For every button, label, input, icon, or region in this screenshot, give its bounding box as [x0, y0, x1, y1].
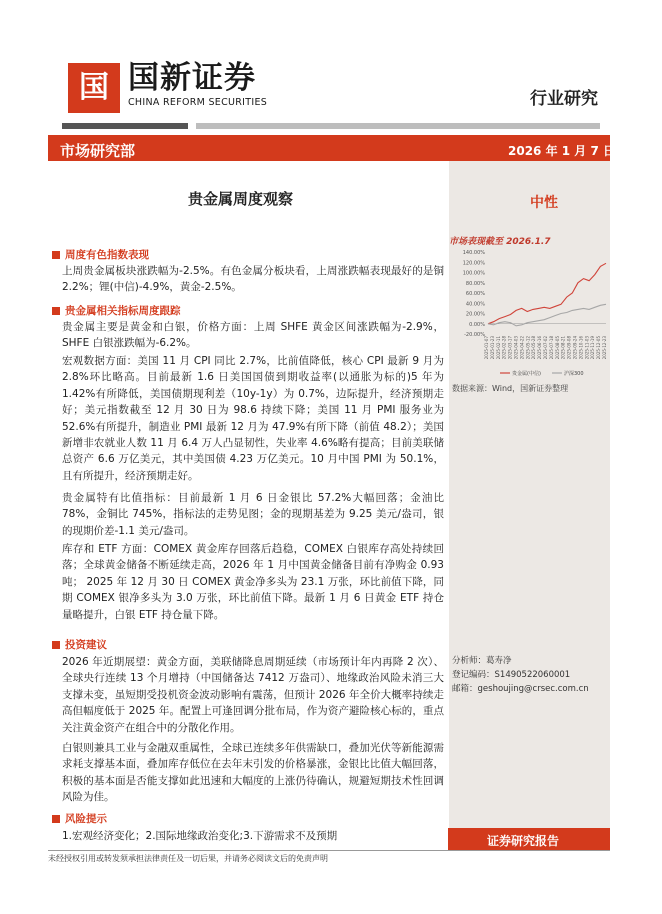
section-heading: 投资建议 — [65, 639, 107, 651]
y-tick-label: 60.00% — [465, 291, 485, 297]
x-tick-label: 2025-04-22 — [519, 336, 525, 360]
x-tick-label: 2025-12-05 — [596, 336, 602, 360]
section-marker-icon — [52, 251, 60, 259]
report-label: 证券研究报告 — [487, 834, 560, 848]
y-tick-label: -20.00% — [464, 332, 485, 338]
x-tick-label: 2025-07-02 — [543, 336, 548, 360]
report-date: 2026 年 1 月 7 日 — [508, 144, 615, 158]
section-paragraph: 1.宏观经济变化；2.国际地缘政治变化;3.下游需求不及预期 — [62, 830, 338, 842]
legend-label: 贵金属(中信) — [512, 371, 541, 377]
section-marker-icon — [52, 307, 60, 315]
x-tick-label: 2025-08-21 — [560, 336, 566, 360]
section-paragraph: 宏观数据方面：美国 11 月 CPI 同比 2.7%，比前值降低，核心 CPI 最新 9 月为 2.8%环比略高。目前最新 1.6 日美国国债到期收益率(以通胀为标的)5 年为 1.42%有所降低，美国债期现利差（10y-1y）为 0.7%，边际提升，经济预期走好；美元指数截至 12 月 30 日为 98.6 持续下降；美国 11 月 PMI 服务业为 52.6%有所提升，制造业 PMI 最新 12 月为 47.9%有所下降（前值 48.2）；美国新增非农就业人数 11 月 6.4 万人凸显韧性，失业率 4.6%略有提高；目前美联储总资产 6.6 万亿美元，其中美国债 4.23 万亿美元。10 月中国 PMI 为 50.1%，且有所提升，经济预期走好。 — [62, 355, 444, 482]
analyst-line — [452, 654, 512, 666]
section-heading: 周度有色指数表现 — [65, 249, 149, 261]
brand-logo-glyph: 国 — [79, 70, 109, 105]
x-tick-label: 2025-11-03 — [584, 336, 590, 360]
x-tick-label: 2025-05-12 — [525, 336, 531, 360]
section-marker-icon — [52, 641, 60, 649]
section-paragraph: 2026 年近期展望：黄金方面，美联储降息周期延续（市场预计年内再降 2 次）、全球央行连续 13 个月增持（中国储备达 7412 万盎司）、地缘政治风险未消三大支撑未变，虽短期受投机资金波动影响有震荡，但预计 2026 年全价大概率持续走高但幅度低于 2025 年。配置上可逢回调分批布局，作为资产避险核心标的，重点关注黄金资产在组合中的分散化作用。 — [62, 656, 444, 734]
y-tick-label: 80.00% — [465, 280, 485, 287]
chart-source: 数据来源：Wind，国新证券整理 — [452, 384, 569, 393]
header-divider-light — [196, 123, 600, 129]
chart-caption: 市场表现截至 2026.1.7 — [449, 237, 551, 247]
email-line — [452, 682, 589, 694]
x-tick-label: 2025-02-28 — [501, 336, 507, 360]
x-tick-label: 2025-04-03 — [513, 336, 519, 360]
series-line — [488, 263, 606, 324]
registration-code: S1490522060001 — [494, 670, 571, 680]
document-type: 行业研究 — [530, 89, 598, 109]
brand-name-cn: 国新证券 — [128, 60, 256, 96]
y-tick-label: 0.00% — [469, 321, 485, 328]
section-paragraph: 贵金属特有比值指标：目前最新 1 月 6 日金银比 57.2%大幅回落；金油比 78%，金铜比 745%，指标法的走势见图；金的现期基差为 9.25 美元/盎司，银的现期价差-1.1 美元/盎司。 — [62, 492, 444, 537]
section-marker-icon — [52, 815, 60, 823]
x-tick-label: 2025-11-19 — [590, 336, 596, 360]
brand-name-en: CHINA REFORM SECURITIES — [128, 97, 268, 108]
x-tick-label: 2025-02-11 — [495, 336, 501, 360]
registration-label: 登记编码： — [452, 670, 495, 680]
section-heading: 贵金属相关指标周度跟踪 — [65, 305, 181, 317]
section-paragraph: 库存和 ETF 方面：COMEX 黄金库存回落后趋稳，COMEX 白银库存高处持续回落；全球黄金储备不断延续走高，2026 年 1 月中国黄金储备目前有净购金 0.93 吨； 2025 年 12 月 30 日 COMEX 黄金净多头为 23.1 万张，环比前值下降，同期 COMEX 银净多头为 3.0 万张，环比前值下降。最新 1 月 6 日黄金 ETF 持仓量略提升，白银 ETF 持仓量下降。 — [62, 543, 444, 621]
x-tick-label: 2025-09-24 — [572, 336, 578, 360]
page-title: 贵金属周度观察 — [188, 190, 294, 208]
x-tick-label: 2025-01-23 — [489, 336, 495, 360]
x-tick-label: 2025-03-17 — [507, 336, 513, 360]
footer-divider — [48, 850, 610, 851]
market-performance-chart — [450, 246, 610, 380]
department-label: 市场研究部 — [60, 142, 136, 160]
analyst-label: 分析师： — [452, 656, 487, 666]
industry-rating: 中性 — [530, 195, 558, 211]
section-paragraph: 白银则兼具工业与金融双重属性，全球已连续多年供需缺口，叠加光伏等新能源需求耗支撑基本面，叠加库存低位在去年末引发的价格暴涨，金银比比值大幅回落，积极的基本面是否能支撑如此迅速和大幅度的上涨仍待确认，规避短期技术性回调风险为佳。 — [62, 742, 444, 804]
x-tick-label: 2025-08-05 — [554, 336, 560, 360]
y-tick-label: 20.00% — [465, 311, 485, 318]
legend-label: 沪深300 — [564, 371, 584, 377]
y-tick-label: 100.00% — [462, 270, 485, 277]
registration-line — [452, 668, 570, 680]
y-tick-label: 140.00% — [462, 250, 485, 256]
x-tick-label: 2025-09-08 — [566, 336, 572, 360]
y-tick-label: 120.00% — [462, 260, 485, 267]
x-tick-label: 2025-05-28 — [531, 336, 537, 360]
x-tick-label: 2025-12-23 — [602, 336, 607, 360]
footer-disclaimer: 未经授权引用或转发须承担法律责任及一切后果，并请务必阅读文后的免责声明 — [48, 854, 328, 863]
section-heading: 风险提示 — [65, 813, 107, 825]
section-paragraph: 上周贵金属板块涨跌幅为-2.5%。有色金属分板块看，上周涨跌幅表现最好的是铜 2.2%；锂(中信)-4.9%，黄金-2.5%。 — [62, 265, 444, 294]
header-divider-dark — [62, 123, 188, 129]
x-tick-label: 2025-10-16 — [578, 336, 584, 360]
y-tick-label: 40.00% — [465, 301, 485, 308]
email-label: 邮箱： — [452, 684, 478, 694]
analyst-name: 葛寿净 — [486, 656, 512, 666]
x-tick-label: 2025-01-07 — [484, 336, 489, 360]
x-tick-label: 2025-06-16 — [537, 336, 543, 360]
x-tick-label: 2025-07-18 — [548, 336, 554, 360]
section-paragraph: 贵金属主要是黄金和白银，价格方面：上周 SHFE 黄金区间涨跌幅为-2.9%，SHFE 白银涨跌幅为-6.2%。 — [62, 321, 444, 350]
email-link[interactable]: geshoujing@crsec.com.cn — [477, 684, 589, 694]
